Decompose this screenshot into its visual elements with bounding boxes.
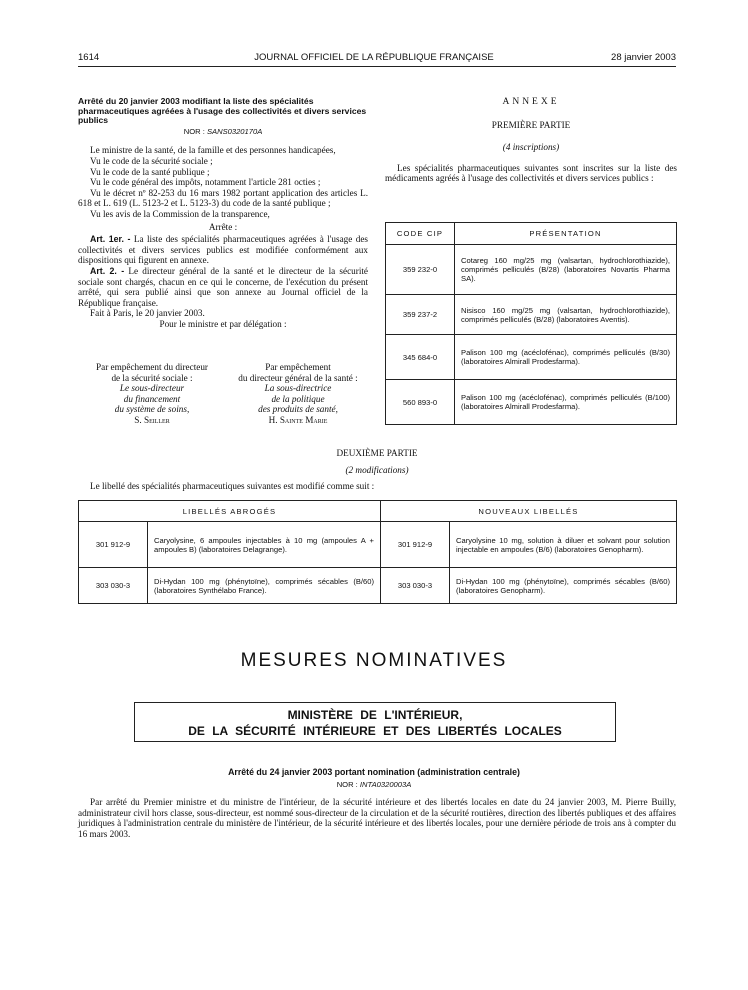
part1-subtitle: (4 inscriptions) <box>502 142 560 153</box>
signature-left <box>78 362 226 426</box>
signature-line: Par empêchement <box>265 362 331 372</box>
journal-title: JOURNAL OFFICIEL DE LA RÉPUBLIQUE FRANÇAISE <box>254 52 494 63</box>
ministry-line-2: DE LA SÉCURITÉ INTÉRIEURE ET DES LIBERTÉS LOCALES <box>188 724 562 738</box>
page-number: 1614 <box>78 52 100 63</box>
signature-right <box>222 362 374 426</box>
column-header-presentation: PRÉSENTATION <box>455 223 677 245</box>
arrete2-body: Par arrêté du Premier ministre et du ministre de l'intérieur, de la sécurité intérieure et des libertés locales en date du 24 janvier 2003, M. Pierre Builly, administrateur civil hors classe, sous-directeur, est nommé sous-directeur de la circulation et de la sécurité routières, direction des libertés publiques et des affaires juridiques à l'administration centrale du ministère de l'intérieur, de la sécurité intérieure et des libertés locales, pour une dernière période de trois ans à compter du 16 mars 2003. <box>78 797 676 839</box>
table-row <box>79 522 677 568</box>
arrete2-body-wrap <box>78 797 676 839</box>
visa-paragraph: Le ministre de la santé, de la famille et des personnes handicapées, <box>90 145 336 156</box>
article-1-text: La liste des spécialités pharmaceutiques agréées à l'usage des collectivités et divers services publics est modifiée conformément aux dispositions qui figurent en annexe. <box>78 234 369 266</box>
column-header-code-cip: CODE CIP <box>386 223 455 245</box>
new-code-cell: 301 912-9 <box>381 522 450 568</box>
part2-intro: Le libellé des spécialités pharmaceutiques suivantes est modifié comme suit : <box>90 481 375 491</box>
new-label-cell: Di-Hydan 100 mg (phénytoïne), comprimés sécables (B/60) (laboratoires Genopharm). <box>450 568 677 604</box>
arrete2-nor <box>0 780 748 789</box>
old-label-cell: Di-Hydan 100 mg (phénytoïne), comprimés sécables (B/60) (laboratoires Synthélabo France). <box>148 568 381 604</box>
presentation-cell: Nisisco 160 mg/25 mg (valsartan, hydrochlorothiazide), comprimés pelliculés (B/28) (laboratoires Aventis). <box>455 295 677 335</box>
old-label-cell: Caryolysine, 6 ampoules injectables à 10 mg (ampoules A + ampoules B) (laboratoires Delagrange). <box>148 522 381 568</box>
table-row <box>386 245 677 295</box>
column-header-abroges: LIBELLÉS ABROGÉS <box>79 501 381 522</box>
article-1-label: Art. 1er. - <box>90 234 131 245</box>
part2-heading <box>78 448 676 475</box>
nor-label: NOR : <box>183 126 205 136</box>
signature-line: du directeur général de la santé : <box>238 372 358 383</box>
signature-line: des produits de santé, <box>258 404 338 415</box>
ministry-line-1: MINISTÈRE DE L'INTÉRIEUR, <box>287 708 463 722</box>
part2-intro-wrap <box>78 481 676 492</box>
old-code-cell: 303 030-3 <box>79 568 148 604</box>
visa-paragraph: Vu le code général des impôts, notamment l'article 281 octies ; <box>90 177 321 188</box>
signatory-name: H. Sainte Marie <box>268 414 328 425</box>
visa-paragraph: Vu les avis de la Commission de la transparence, <box>90 208 270 219</box>
signature-line: Le sous-directeur <box>119 383 185 394</box>
article-1 <box>78 234 368 266</box>
visa-paragraph: Vu le décret nº 82-253 du 16 mars 1982 portant application des articles L. 618 et L. 619 (L. 5123-2 et L. 5123-3) du code de la santé publique ; <box>78 187 368 209</box>
code-cip-cell: 345 684-0 <box>386 335 455 380</box>
old-code-cell: 301 912-9 <box>79 522 148 568</box>
part1-intro: Les spécialités pharmaceutiques suivantes sont inscrites sur la liste des médicaments agréés à l'usage des collectivités et divers services publics : <box>385 162 677 184</box>
visa-paragraph: Vu le code de la sécurité sociale ; <box>90 155 213 166</box>
header-date: 28 janvier 2003 <box>611 52 676 63</box>
code-cip-cell: 560 893-0 <box>386 380 455 425</box>
signature-line: de la sécurité sociale : <box>111 372 193 383</box>
arrete-word: Arrête : <box>208 221 238 232</box>
new-label-cell: Caryolysine 10 mg, solution à diluer et solvant pour solution injectable en ampoules (B/6) (laboratoires Genopharm). <box>450 522 677 568</box>
section-heading: MESURES NOMINATIVES <box>240 650 508 671</box>
arrete2-title: Arrêté du 24 janvier 2003 portant nomination (administration centrale) <box>228 767 520 777</box>
arrete-title: Arrêté du 20 janvier 2003 modifiant la liste des spécialités pharmaceutiques agréées à l'usage des collectivités et divers services publics <box>78 96 367 126</box>
column-header-nouveaux: NOUVEAUX LIBELLÉS <box>381 501 677 522</box>
presentation-cell: Palison 100 mg (acéclofénac), comprimés pelliculés (B/100) (laboratoires Almirall Prodesfarma). <box>455 380 677 425</box>
part2-title: DEUXIÈME PARTIE <box>336 448 418 458</box>
new-code-cell: 303 030-3 <box>381 568 450 604</box>
presentation-cell: Palison 100 mg (acéclofénac), comprimés pelliculés (B/30) (laboratoires Almirall Prodesfarma). <box>455 335 677 380</box>
inscriptions-table <box>385 222 677 425</box>
nor-code: INTA0320003A <box>359 780 412 789</box>
ministry-box <box>134 702 616 742</box>
nor-label: NOR : <box>336 780 358 789</box>
signature-line: La sous-directrice <box>264 383 332 394</box>
header-rule <box>78 66 676 67</box>
article-2 <box>78 266 368 308</box>
annexe-right-column <box>385 97 677 184</box>
nor-code: SANS0320170A <box>206 126 263 136</box>
signature-line: de la politique <box>271 393 325 404</box>
signature-line: Par empêchement du directeur <box>96 362 208 372</box>
visa-paragraph: Vu le code de la santé publique ; <box>90 166 210 177</box>
annexe-title: ANNEXE <box>502 97 560 107</box>
part1-title: PREMIÈRE PARTIE <box>491 119 571 130</box>
table-row <box>386 335 677 380</box>
table-row <box>79 568 677 604</box>
presentation-cell: Cotareg 160 mg/25 mg (valsartan, hydrochlorothiazide), comprimés pelliculés (B/28) (laboratoires Novartis Pharma SA). <box>455 245 677 295</box>
arrete-left-column <box>78 97 368 329</box>
article-2-text: Le directeur général de la santé et le directeur de la sécurité sociale sont chargés, chacun en ce qui le concerne, de l'exécution du présent arrêté, qui sera publié ainsi que son annexe au Journal officiel de la République française. <box>78 265 369 308</box>
part2-subtitle: (2 modifications) <box>345 464 409 475</box>
code-cip-cell: 359 237-2 <box>386 295 455 335</box>
arrete-nor <box>78 127 368 138</box>
modifications-table <box>78 500 677 604</box>
signatory-name: S. Seiller <box>134 414 170 425</box>
table-row <box>386 295 677 335</box>
article-2-label: Art. 2. - <box>90 265 125 276</box>
fait-a-paris: Fait à Paris, le 20 janvier 2003. <box>90 308 205 319</box>
signature-line: du système de soins, <box>114 404 190 415</box>
pour-le-ministre: Pour le ministre et par délégation : <box>159 318 287 329</box>
table-row <box>386 380 677 425</box>
signature-line: du financement <box>123 393 181 404</box>
code-cip-cell: 359 232-0 <box>386 245 455 295</box>
